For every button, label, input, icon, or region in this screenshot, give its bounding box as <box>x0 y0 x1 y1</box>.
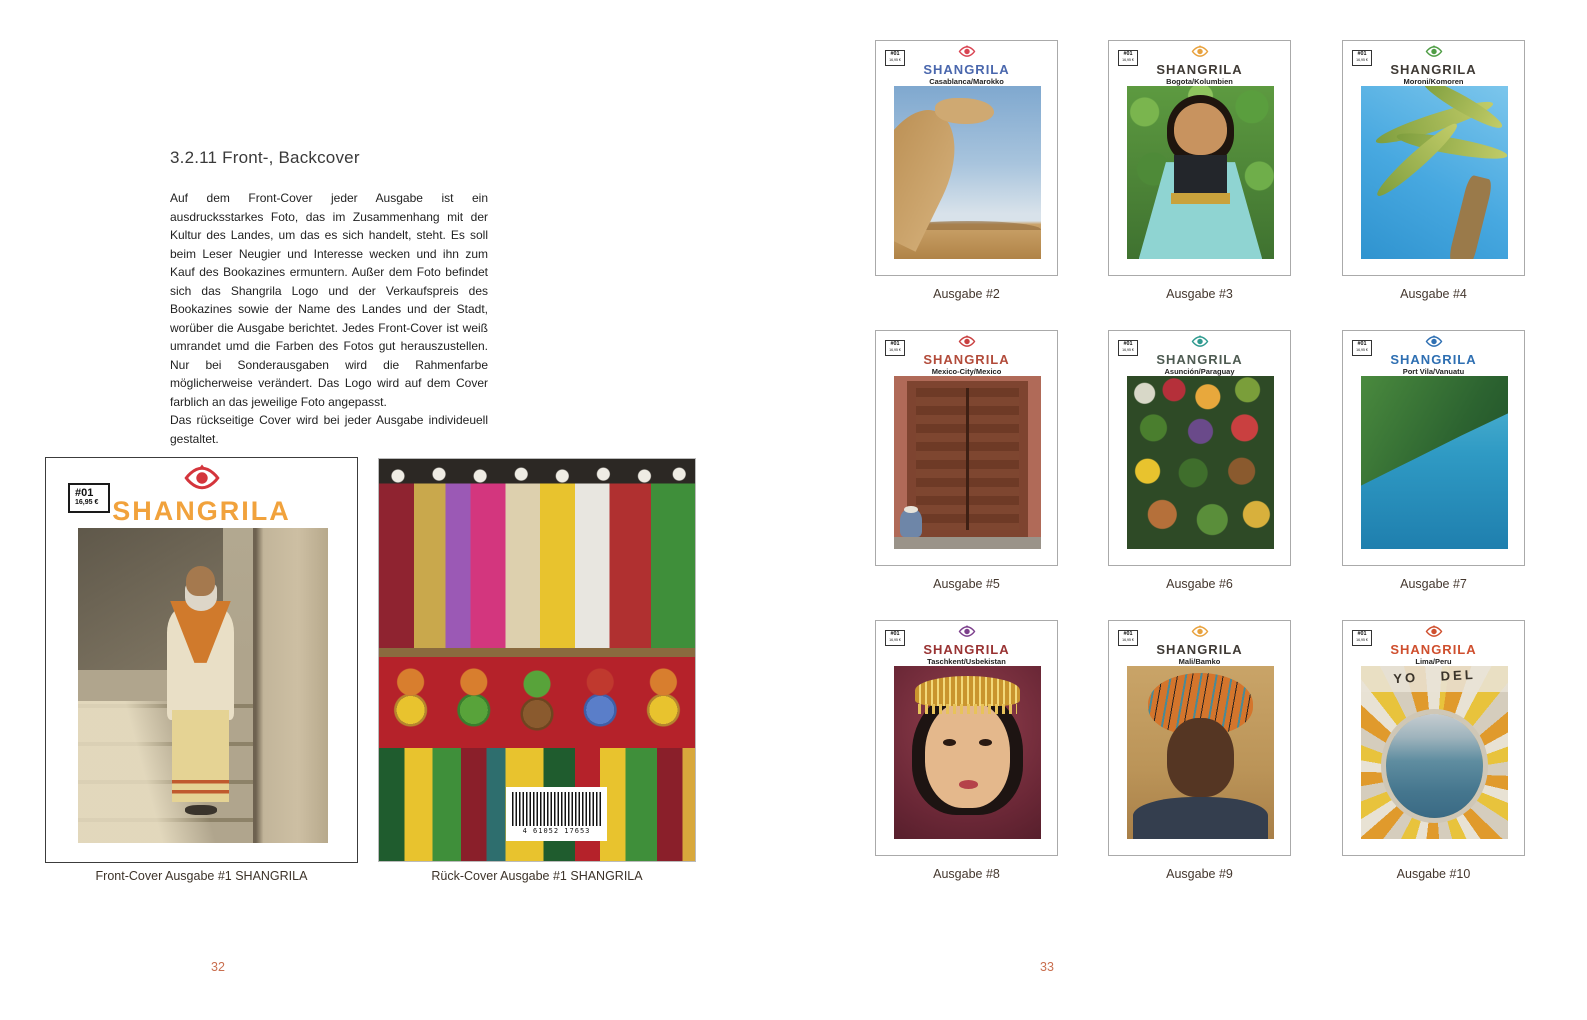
front-cover-example <box>45 457 358 863</box>
issue-number: #01 <box>890 631 900 637</box>
woman-face <box>1167 718 1235 798</box>
girl-bodice <box>1174 155 1227 193</box>
door-split <box>966 388 969 530</box>
back-cover-example <box>378 458 696 862</box>
cover-location: Mexico-City/Mexico <box>931 367 1002 376</box>
brand-wordmark: SHANGRILA <box>923 352 1010 367</box>
mosaic-text: YO DEL <box>1392 667 1477 687</box>
woman-eye <box>943 739 956 746</box>
issue-number: #01 <box>1123 341 1133 347</box>
cover-caption: Ausgabe #8 <box>933 867 1000 881</box>
cover-header <box>876 335 1057 376</box>
girl-face <box>1174 103 1227 155</box>
cover-card-ausgabe-6 <box>1108 330 1291 566</box>
cover-caption: Ausgabe #5 <box>933 577 1000 591</box>
issue-price: 16,95 € <box>75 499 99 506</box>
issue-number: #01 <box>1357 51 1367 57</box>
back-cover-masks-strip <box>379 648 695 749</box>
paragraph-back-cover: Das rückseitige Cover wird bei jeder Ausgabe individeuell gestaltet. <box>170 413 488 446</box>
palm-trunk <box>1448 174 1494 259</box>
brand-wordmark: SHANGRILA <box>1156 352 1243 367</box>
cover-photo-market <box>1127 376 1274 549</box>
cover-location: Mali/Bamko <box>1178 657 1221 666</box>
brand-wordmark: SHANGRILA <box>1390 352 1477 367</box>
cover-header <box>1109 625 1290 666</box>
cover-photo-mosaic <box>1361 666 1508 839</box>
cover-photo-camel <box>894 86 1041 259</box>
brand-wordmark: SHANGRILA <box>923 62 1010 77</box>
cover-photo-girl <box>1127 86 1274 259</box>
cover-header <box>876 625 1057 666</box>
cover-location: Asunción/Paraguay <box>1164 367 1235 376</box>
cover-card-ausgabe-3 <box>1108 40 1291 276</box>
cover-card-ausgabe-8 <box>875 620 1058 856</box>
issue-number: #01 <box>1123 51 1133 57</box>
cover-caption: Ausgabe #9 <box>1166 867 1233 881</box>
issue-price: 16,95 € <box>1122 348 1134 353</box>
issue-price: 16,95 € <box>1122 638 1134 643</box>
seated-person <box>900 509 922 537</box>
cover-header <box>876 45 1057 86</box>
cover-card-ausgabe-5 <box>875 330 1058 566</box>
shangrila-eye-logo-icon <box>1343 45 1524 63</box>
cover-caption: Ausgabe #7 <box>1400 577 1467 591</box>
cover-photo-palm <box>1361 86 1508 259</box>
shangrila-eye-logo-icon <box>1109 45 1290 63</box>
cover-location: Moroni/Komoren <box>1403 77 1464 86</box>
shangrila-eye-logo-icon <box>876 45 1057 63</box>
person-hat <box>904 506 917 513</box>
cover-card-ausgabe-10 <box>1342 620 1525 856</box>
woman-shoulders <box>1133 797 1268 839</box>
mosaic-porthole-sea <box>1386 714 1483 818</box>
cover-caption: Ausgabe #10 <box>1396 867 1471 881</box>
girl-belt <box>1171 193 1230 203</box>
cover-location: Taschkent/Usbekistan <box>927 657 1006 666</box>
brand-wordmark: SHANGRILA <box>923 642 1010 657</box>
shangrila-eye-logo-icon <box>1343 335 1524 353</box>
barcode-number: 4 61052 17653 <box>522 827 591 835</box>
shangrila-eye-logo-icon <box>876 625 1057 643</box>
cover-header <box>1343 625 1524 666</box>
cover-photo-turban <box>1127 666 1274 839</box>
shangrila-eye-logo-icon <box>1109 335 1290 353</box>
front-cover-caption: Front-Cover Ausgabe #1 SHANGRILA <box>95 869 308 883</box>
cover-header <box>1343 335 1524 376</box>
issue-price: 16,95 € <box>1356 348 1368 353</box>
back-cover-caption: Rück-Cover Ausgabe #1 SHANGRILA <box>431 869 643 883</box>
door-ground <box>894 537 1041 549</box>
shangrila-eye-logo-icon <box>1343 625 1524 643</box>
body-copy <box>170 189 488 448</box>
issue-number: #01 <box>890 51 900 57</box>
woman-face <box>925 701 1010 808</box>
camel-head <box>935 98 994 124</box>
cover-header <box>1109 45 1290 86</box>
cover-photo-island <box>1361 376 1508 549</box>
barcode-bars <box>512 792 601 826</box>
page-number-33: 33 <box>1040 960 1054 974</box>
brand-wordmark: SHANGRILA <box>1156 62 1243 77</box>
sadhu-skirt <box>172 710 230 802</box>
issue-number: #01 <box>1357 631 1367 637</box>
photo-sadhu-figure <box>161 566 241 815</box>
barcode <box>506 787 607 841</box>
cover-card-ausgabe-7 <box>1342 330 1525 566</box>
cover-card-ausgabe-4 <box>1342 40 1525 276</box>
shangrila-eye-logo-icon <box>876 335 1057 353</box>
issue-number: #01 <box>890 341 900 347</box>
issue-price: 16,95 € <box>889 348 901 353</box>
woman-lips <box>959 780 978 789</box>
headdress-coins <box>918 704 1018 714</box>
cover-photo-door <box>894 376 1041 549</box>
cover-location: Bogota/Kolumbien <box>1166 77 1233 86</box>
paragraph-front-cover: Auf dem Front-Cover jeder Ausgabe ist ein ausdrucksstarkes Foto, das im Zusammenhang mit der Kultur des Landes, um das es sich handelt, steht. Es soll beim Leser Neugier und Interesse wecken und ihn zum Kauf des Bookazines ermuntern. Außer dem Foto befindet sich das Shangrila Logo und der Verkaufspreis des Bookazines sowie der Name des Landes und der Stadt, worüber die Ausgabe berichtet. Jedes Front-Cover ist weiß umrandet umd die Farben des Fotos gut herauszustellen. Nur bei Sonderausgaben wird die Rahmenfarbe möglicherweise verändert. Das Logo wird auf dem Cover farblich an das jeweilige Foto angepasst. <box>170 191 488 409</box>
brand-wordmark: SHANGRILA <box>1156 642 1243 657</box>
cover-caption: Ausgabe #2 <box>933 287 1000 301</box>
woman-eye <box>979 739 992 746</box>
brand-wordmark: SHANGRILA <box>1390 642 1477 657</box>
shangrila-eye-logo-icon <box>1109 625 1290 643</box>
section-heading: 3.2.11 Front-, Backcover <box>170 148 360 167</box>
cover-caption: Ausgabe #3 <box>1166 287 1233 301</box>
cover-card-ausgabe-9 <box>1108 620 1291 856</box>
island-hill <box>1361 376 1508 501</box>
cover-photo-headdress <box>894 666 1041 839</box>
gold-headdress <box>915 676 1021 705</box>
cover-location: Lima/Peru <box>1415 657 1452 666</box>
issue-price: 16,95 € <box>1356 638 1368 643</box>
issue-price: 16,95 € <box>889 58 901 63</box>
cover-header <box>1343 45 1524 86</box>
brand-wordmark: SHANGRILA <box>1390 62 1477 77</box>
shangrila-eye-logo-icon <box>46 464 357 497</box>
cover-caption: Ausgabe #4 <box>1400 287 1467 301</box>
issue-price: 16,95 € <box>1122 58 1134 63</box>
back-cover-saris-strip <box>379 459 695 648</box>
cover-header <box>1109 335 1290 376</box>
issue-number: #01 <box>1357 341 1367 347</box>
issue-price: 16,95 € <box>889 638 901 643</box>
page-number-32: 32 <box>211 960 225 974</box>
cover-card-ausgabe-2 <box>875 40 1058 276</box>
cover-location: Port Vila/Vanuatu <box>1402 367 1465 376</box>
sadhu-feet <box>185 805 217 815</box>
issue-number: #01 <box>1123 631 1133 637</box>
issue-price: 16,95 € <box>1356 58 1368 63</box>
brand-wordmark: SHANGRILA <box>112 496 291 526</box>
issue-number: #01 <box>75 487 94 499</box>
cover-caption: Ausgabe #6 <box>1166 577 1233 591</box>
cover-location: Casablanca/Marokko <box>929 77 1004 86</box>
sadhu-head <box>186 566 215 596</box>
photo-wall <box>253 528 328 843</box>
cover-photo-sadhu <box>78 528 328 843</box>
